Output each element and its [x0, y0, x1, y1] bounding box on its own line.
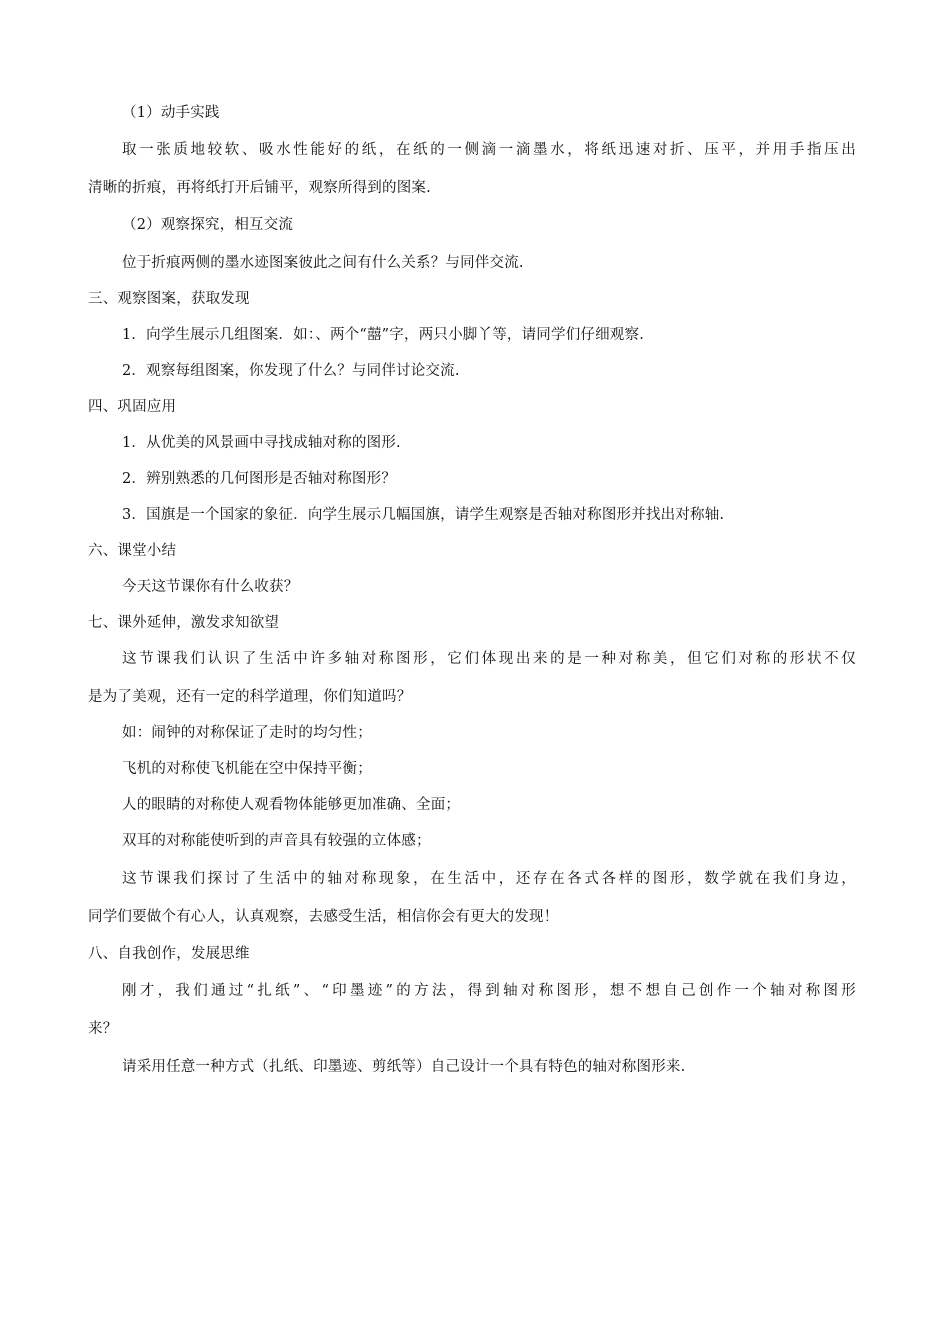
- paragraph-line: 人的眼睛的对称使人观看物体能够更加准确、全面；: [122, 797, 461, 813]
- paragraph-line: 清晰的折痕，再将纸打开后铺平，观察所得到的图案.: [88, 180, 431, 196]
- list-item: 1．从优美的风景画中寻找成轴对称的图形.: [122, 435, 401, 451]
- paragraph-line: 请采用任意一种方式（扎纸、印墨迹、剪纸等）自己设计一个具有特色的轴对称图形来.: [122, 1059, 686, 1075]
- list-item: 3．国旗是一个国家的象征．向学生展示几幅国旗，请学生观察是否轴对称图形并找出对称轴.: [122, 507, 725, 523]
- paragraph-line: （2）观察探究，相互交流: [122, 217, 294, 233]
- paragraph-line: 来？: [88, 1021, 118, 1037]
- paragraph-line: 这节课我们认识了生活中许多轴对称图形，它们体现出来的是一种对称美，但它们对称的形状不仅: [122, 651, 856, 667]
- section-heading: 八、自我创作，发展思维: [88, 946, 250, 962]
- paragraph-line: 是为了美观，还有一定的科学道理，你们知道吗？: [88, 689, 412, 705]
- paragraph-line: 如：闹钟的对称保证了走时的均匀性；: [122, 725, 372, 741]
- paragraph-line: 位于折痕两侧的墨水迹图案彼此之间有什么关系？与同伴交流.: [122, 255, 524, 271]
- section-heading: 四、巩固应用: [88, 399, 177, 415]
- list-item: 2．观察每组图案，你发现了什么？与同伴讨论交流.: [122, 363, 460, 379]
- paragraph-line: 刚才，我们通过“扎纸”、“印墨迹”的方法，得到轴对称图形，想不想自己创作一个轴对称图形: [122, 983, 856, 999]
- paragraph-line: 双耳的对称能使听到的声音具有较强的立体感；: [122, 833, 431, 849]
- list-item: 2．辨别熟悉的几何图形是否轴对称图形？: [122, 471, 397, 487]
- paragraph-line: 取一张质地较软、吸水性能好的纸，在纸的一侧滴一滴墨水，将纸迅速对折、压平，并用手指压出: [122, 142, 856, 158]
- section-heading: 七、课外延伸，激发求知欲望: [88, 615, 280, 631]
- paragraph-line: 同学们要做个有心人，认真观察，去感受生活，相信你会有更大的发现！: [88, 909, 559, 925]
- paragraph-line: 飞机的对称使飞机能在空中保持平衡；: [122, 761, 372, 777]
- paragraph-line: 这节课我们探讨了生活中的轴对称现象，在生活中，还存在各式各样的图形，数学就在我们身边，: [122, 871, 856, 887]
- list-item: 1．向学生展示几组图案．如：、两个“囍”字，两只小脚丫等，请同学们仔细观察.: [122, 327, 645, 343]
- section-heading: 六、课堂小结: [88, 543, 177, 559]
- paragraph-line: 今天这节课你有什么收获？: [122, 579, 299, 595]
- section-heading: 三、观察图案，获取发现: [88, 291, 250, 307]
- paragraph-line: （1）动手实践: [122, 105, 220, 121]
